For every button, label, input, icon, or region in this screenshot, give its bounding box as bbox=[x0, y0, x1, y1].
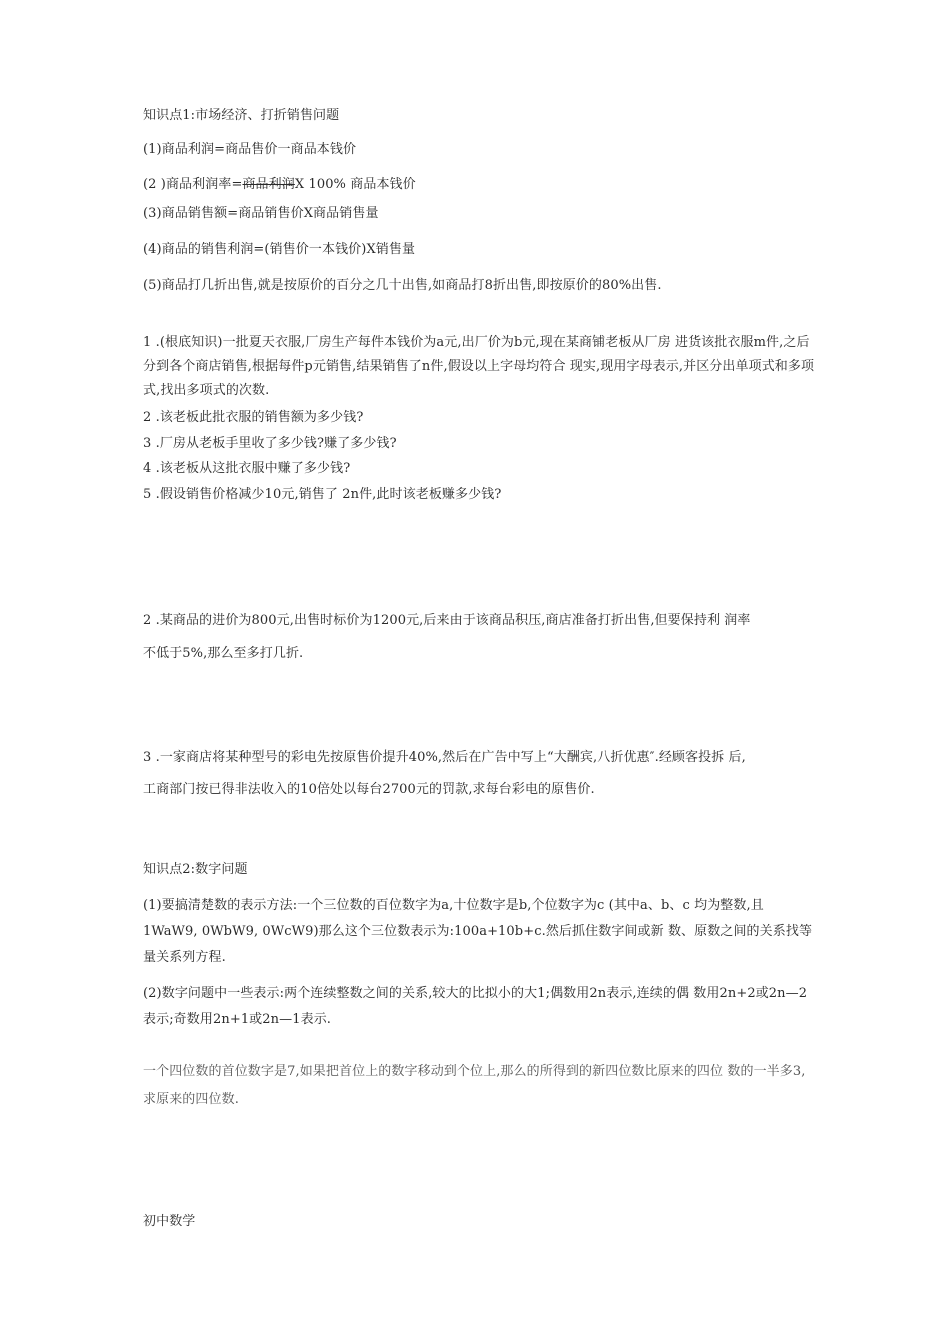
formula-profit-rate-numerator: 商品利润 bbox=[242, 177, 295, 192]
problem3-line1: 3 .一家商店将某种型号的彩电先按原售价提升40%,然后在广告中写上“大酬宾,八折优惠″.经顾客投拆 后, bbox=[143, 750, 746, 765]
problem1-question-3: 3 .厂房从老板手里收了多少钱?赚了多少钱? bbox=[143, 436, 397, 451]
problem1-intro: 1 .(根底知识)一批夏天衣服,厂房生产每件本钱价为a元,出厂价为b元,现在某商铺老板从厂房 进货该批衣服m件,之后分到各个商店销售,根据每件p元销售,结果销售了n件,假设以上字母均符合 现实,现用字母表示,并区分出单项式和多项式,找出多项式的次数. bbox=[143, 335, 815, 398]
problem1-question-4: 4 .该老板从这批衣服中赚了多少钱? bbox=[143, 461, 351, 476]
formula-discount: (5)商品打几折出售,就是按原价的百分之几十出售,如商品打8折出售,即按原价的80%出售. bbox=[143, 278, 662, 293]
section2-para1: (1)要搞清楚数的表示方法:一个三位数的百位数字为a,十位数字是b,个位数字为c (其中a、b、c 均为整数,且1WaW9, 0WbW9, 0WcW9)那么这个三位数表示为:100a+10b+c.然后抓住数字间或新 数、原数之间的关系找等量关系列方程. bbox=[143, 898, 813, 965]
problem1-question-5: 5 .假设销售价格减少10元,销售了 2n件,此时该老板赚多少钱? bbox=[143, 487, 502, 502]
formula-profit-rate bbox=[143, 176, 416, 194]
footer-label: 初中数学 bbox=[143, 1214, 196, 1229]
formula-profit-rate-suffix: X 100% 商品本钱价 bbox=[294, 177, 416, 192]
problem1-question-2: 2 .该老板此批衣服的销售额为多少钱? bbox=[143, 410, 364, 425]
formula-profit-rate-prefix: (2 )商品利润率= bbox=[143, 177, 243, 192]
section2-para2: (2)数字问题中一些表示:两个连续整数之间的关系,较大的比拟小的大1;偶数用2n表示,连续的偶 数用2n+2或2n—2表示;奇数用2n+1或2n—1表示. bbox=[143, 986, 808, 1027]
section2-title: 知识点2:数字问题 bbox=[143, 862, 248, 877]
formula-sales-amount: (3)商品销售额=商品销售价X商品销售量 bbox=[143, 206, 379, 221]
formula-profit: (1)商品利润=商品售价一商品本钱价 bbox=[143, 142, 357, 157]
problem2-line2: 不低于5%,那么至多打几折. bbox=[143, 646, 304, 661]
problem4-text: 一个四位数的首位数字是7,如果把首位上的数字移动到个位上,那么的所得到的新四位数比原来的四位 数的一半多3,求原来的四位数. bbox=[143, 1064, 806, 1107]
formula-sales-profit: (4)商品的销售利润=(销售价一本钱价)X销售量 bbox=[143, 242, 416, 257]
section1-title: 知识点1:市场经济、打折销售问题 bbox=[143, 108, 340, 123]
problem2-line1: 2 .某商品的进价为800元,出售时标价为1200元,后来由于该商品积压,商店准备打折出售,但要保持利 润率 bbox=[143, 613, 751, 628]
problem3-line2: 工商部门按已得非法收入的10倍处以每台2700元的罚款,求每台彩电的原售价. bbox=[143, 782, 595, 797]
